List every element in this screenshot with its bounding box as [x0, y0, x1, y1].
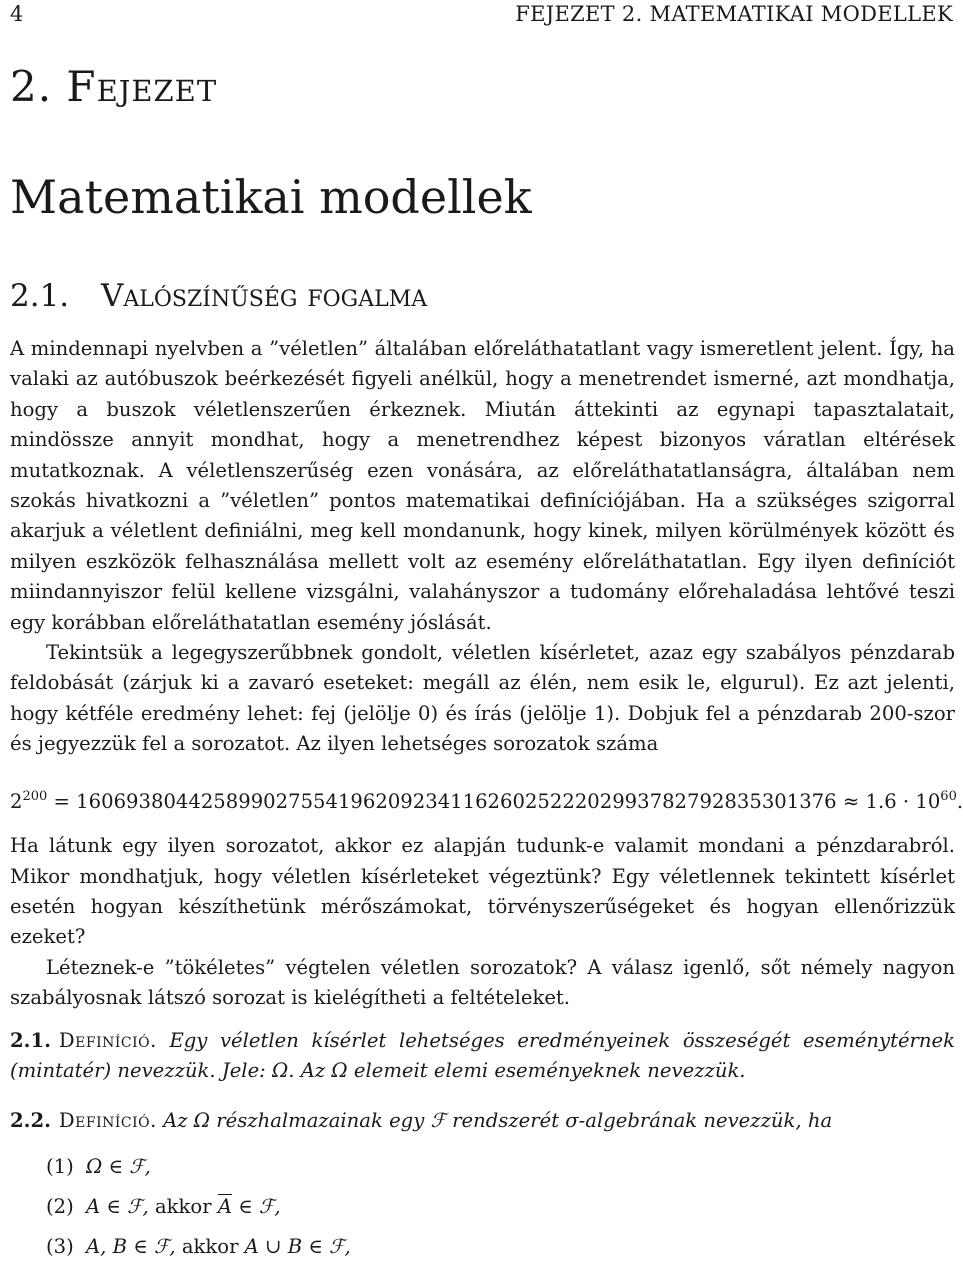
section-heading [10, 278, 427, 314]
list-item-connector: akkor [154, 1194, 212, 1218]
definition-number: 2.1. [10, 1028, 51, 1052]
definition-text: Az Ω részhalmazainak egy ℱ rendszerét σ-algebrának nevezzük, ha [163, 1109, 833, 1133]
definition-2-1 [10, 1026, 955, 1087]
condition-list [10, 1147, 955, 1267]
running-title: FEJEZET 2. MATEMATIKAI MODELLEK [515, 2, 953, 26]
list-item [46, 1187, 955, 1227]
section-title: Valószínűség fogalma [101, 278, 428, 314]
definition-2-2 [10, 1106, 955, 1136]
list-item-connector: akkor [181, 1234, 239, 1258]
eq-exponent: 200 [22, 788, 48, 804]
paragraph: A mindennapi nyelvben a ”véletlen” általában előreláthatatlant vagy ismeretlent jelent. Így, ha valaki az autóbuszok beérkezését figyeli anélkül, hogy a menetrendet ismerné, azt mondhatja, hogy a buszok véletlenszerűen érkeznek. Miután áttekinti az egynapi tapasztalatait, mindössze annyit mondhat, hogy a menetrendhez képest bizonyos váratlan eltérések mutatkoznak. A véletlenszerűség ezen vonására, az előreláthatatlanságra, általában nem szokás hivatkozni a ”véletlen” pontos matematikai definíciójában. Ha a szükséges szigorral akarjuk a véletlent definiálni, meg kell mondanunk, hogy kinek, milyen körülmények között és milyen eszközök felhasználása mellett volt az esemény előreláthatatlan. Egy ilyen definíciót miindannyiszor felül kellene vizsgálni, valahányszor a tudomány előrehaladása lehtővé teszi egy korábban előreláthatatlan esemény jóslását. [10, 337, 955, 634]
eq-end: . [956, 789, 963, 813]
chapter-title: Matematikai modellek [10, 170, 532, 224]
list-item-text: ∈ ℱ, [238, 1194, 281, 1218]
eq-value: = 1606938044258990275541962092341162602522202993782792835301376 [53, 789, 837, 813]
eq-base: 2 [10, 789, 23, 813]
list-item-text: A ∈ ℱ, [86, 1194, 149, 1218]
list-item-number: (3) [46, 1234, 74, 1258]
definition-heading: Definíció. [58, 1028, 157, 1052]
body-text [10, 334, 963, 1267]
list-item-text: Ω ∈ ℱ, [86, 1154, 151, 1178]
paragraph: Léteznek-e ”tökéletes” végtelen véletlen sorozatok? A válasz igenlő, sőt némely nagyon szabályosnak látszó sorozat is kielégítheti a feltételeket. [10, 955, 955, 1010]
definition-number: 2.2. [10, 1109, 51, 1133]
page-number: 4 [10, 2, 24, 26]
eq-approx: ≈ 1.6 · 10 [842, 789, 941, 813]
list-item [46, 1227, 955, 1267]
list-item-text: A ∪ B ∈ ℱ, [244, 1234, 351, 1258]
definition-text: Egy véletlen kísérlet lehetséges eredményeinek összeségét eseménytérnek (mintatér) nevezzük. Jele: Ω. Az Ω elemeit elemi eseményeknek nevezzük. [10, 1028, 955, 1082]
list-item-number: (2) [46, 1194, 74, 1218]
list-item [46, 1147, 955, 1187]
list-item-text: A, B ∈ ℱ, [86, 1234, 176, 1258]
list-item-complement: $\overline{A}$ [217, 1194, 232, 1218]
paragraph: Tekintsük a legegyszerűbbnek gondolt, véletlen kísérletet, azaz egy szabályos pénzdarab feldobását (zárjuk ki a zavaró eseteket: megáll az élén, nem esik le, elgurul). Ez azt jelenti, hogy kétféle eredmény lehet: fej (jelölje 0) és írás (jelölje 1). Dobjuk fel a pénzdarab 200-szor és jegyezzük fel a sorozatot. Az ilyen lehetséges sorozatok száma [10, 641, 955, 756]
display-equation [10, 782, 963, 817]
eq-approx-exponent: 60 [940, 788, 957, 804]
chapter-label: 2. Fejezet [10, 62, 218, 111]
section-number: 2.1. [10, 278, 70, 314]
list-item-number: (1) [46, 1154, 74, 1178]
definition-heading: Definíció. [58, 1109, 157, 1133]
paragraph: Ha látunk egy ilyen sorozatot, akkor ez alapján tudunk-e valamit mondani a pénzdarabról. Mikor mondhatjuk, hogy véletlen kísérleteket végeztünk? Egy véletlennek tekintett kísérlet esetén hogyan készíthetünk mérőszámokat, törvényszerűségeket és hogyan ellenőrizzük ezeket? [10, 834, 955, 949]
